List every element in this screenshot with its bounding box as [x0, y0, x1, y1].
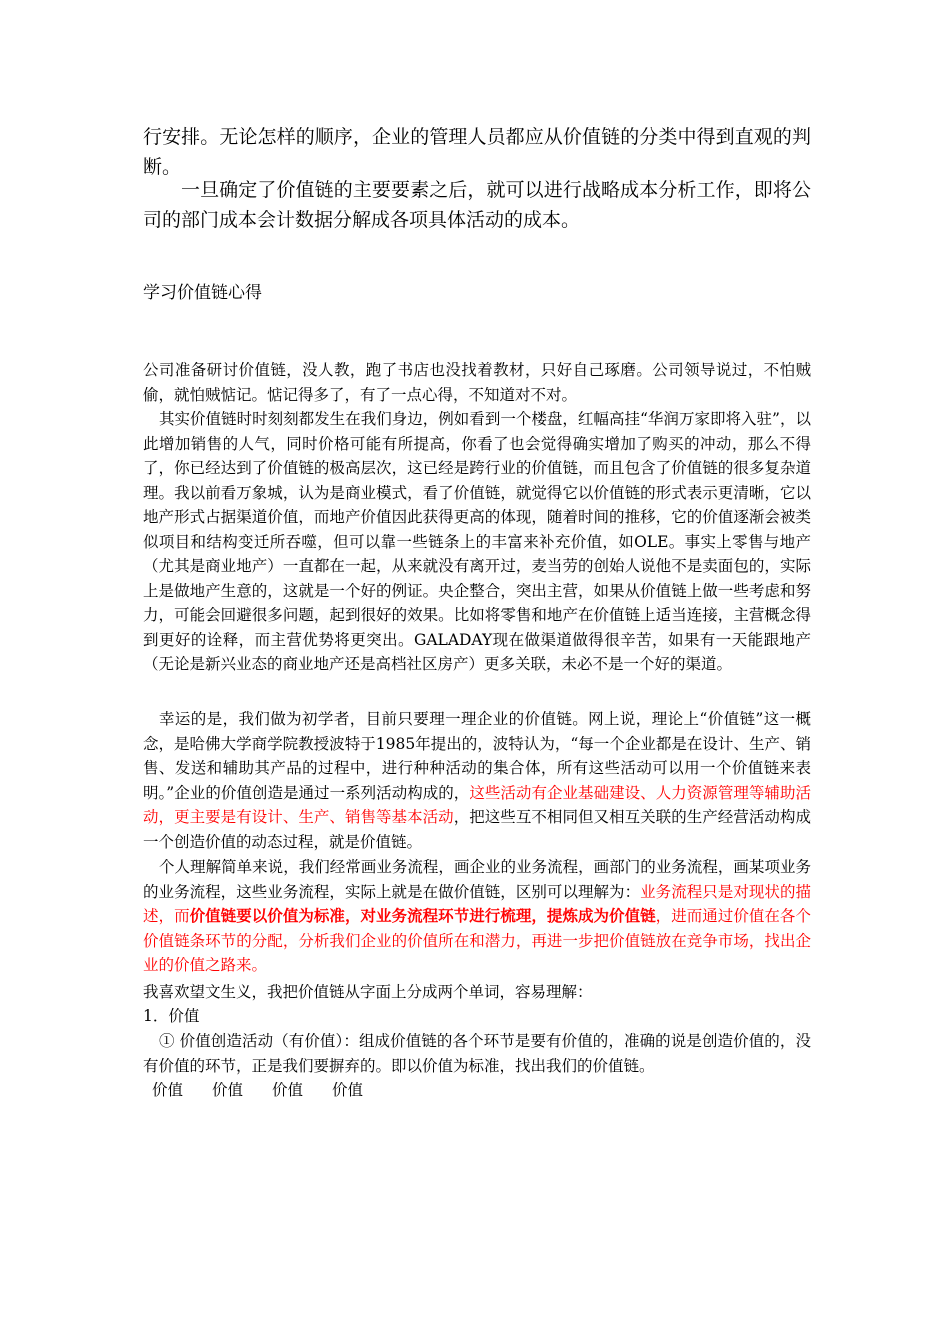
paragraph-definition	[143, 707, 811, 854]
paragraph-understanding	[143, 855, 811, 978]
paragraph-literal: 我喜欢望文生义，我把价值链从字面上分成两个单词，容易理解：	[143, 983, 593, 1001]
paragraph-top-1: 行安排。无论怎样的顺序，企业的管理人员都应从价值链的分类中得到直观的判断。	[143, 126, 811, 178]
paragraph-value-activity: ① 价值创造活动（有价值）：组成价值链的各个环节是要有价值的，准确的说是创造价值的，没有价值的环节，正是我们要摒弃的。即以价值为标准，找出我们的价值链。	[143, 1032, 811, 1075]
definition-highlight: 这些活动有企业基础建设、人力资源管理等辅助活动，更主要是有设计、生产、销售等基本活动	[143, 783, 811, 826]
paragraph-example: 其实价值链时时刻刻都发生在我们身边，例如看到一个楼盘，红幅高挂“华润万家即将入驻”，以此增加销售的人气，同时价格可能有所提高，你看了也会觉得确实增加了购买的冲动，那么不得了，你已经达到了价值链的极高层次，这已经是跨行业的价值链，而且包含了价值链的很多复杂道理。我以前看万象城，认为是商业模式，看了价值链，就觉得它以价值链的形式表示更清晰，它以地产形式占据渠道价值，而地产价值因此获得更高的体现，随着时间的推移，它的价值逐渐会被类似项目和结构变迁所吞噬，但可以靠一些链条上的丰富来补充价值，如OLE。事实上零售与地产（尤其是商业地产）一直都在一起，从来就没有离开过，麦当劳的创始人说他不是卖面包的，实际上是做地产生意的，这就是一个好的例证。央企整合，突出主营，如果从价值链上做一些考虑和努力，可能会回避很多问题，起到很好的效果。比如将零售和地产在价值链上适当连接，主营概念得到更好的诠释，而主营优势将更突出。GALADAY现在做渠道做得很辛苦，如果有一天能跟地产（无论是新兴业态的商业地产还是高档社区房产）更多关联，未必不是一个好的渠道。	[143, 410, 811, 673]
value-word: 价值	[212, 1081, 244, 1099]
value-word: 价值	[272, 1081, 304, 1099]
value-words-row	[152, 1078, 820, 1103]
definition-text-b: ，把这些互不相同但又相互关联的生产经营活动构成一个创造价值的动态过程，就是价值链。	[143, 808, 811, 851]
understanding-text: 个人理解简单来说，我们经常画业务流程，画企业的业务流程，画部门的业务流程，画某项业务的业务流程，这些业务流程，实际上就是在做价值链，区别可以理解为：	[143, 858, 811, 901]
value-word: 价值	[152, 1081, 184, 1099]
understanding-bold-highlight: 价值链要以价值为标准，对业务流程环节进行梳理，提炼成为价值链	[189, 906, 656, 925]
value-word: 价值	[332, 1081, 364, 1099]
understanding-highlight-2: ，进而通过价值在各个价值链条环节的分配，分析我们企业的价值所在和潜力，再进一步把价值链放在竞争市场，找出企业的价值之路来。	[143, 907, 811, 974]
list-heading-value: 1．价值	[143, 1007, 200, 1025]
section-heading: 学习价值链心得	[143, 283, 262, 303]
definition-text-a: 幸运的是，我们做为初学者，目前只要理一理企业的价值链。网上说，理论上“价值链”这一概念，是哈佛大学商学院教授波特于1985年提出的，波特认为，“每一个企业都是在设计、生产、销售、发送和辅助其产品的过程中，进行种种活动的集合体，所有这些活动可以用一个价值链来表明。”企业的价值创造是通过一系列活动构成的，	[143, 710, 811, 802]
paragraph-top-2: 一旦确定了价值链的主要要素之后，就可以进行战略成本分析工作，即将公司的部门成本会计数据分解成各项具体活动的成本。	[143, 179, 811, 231]
understanding-highlight-1: 业务流程只是对现状的描述，而	[143, 882, 811, 925]
paragraph-intro: 公司准备研讨价值链，没人教，跑了书店也没找着教材，只好自己琢磨。公司领导说过，不怕贼偷，就怕贼惦记。惦记得多了，有了一点心得，不知道对不对。	[143, 361, 811, 404]
